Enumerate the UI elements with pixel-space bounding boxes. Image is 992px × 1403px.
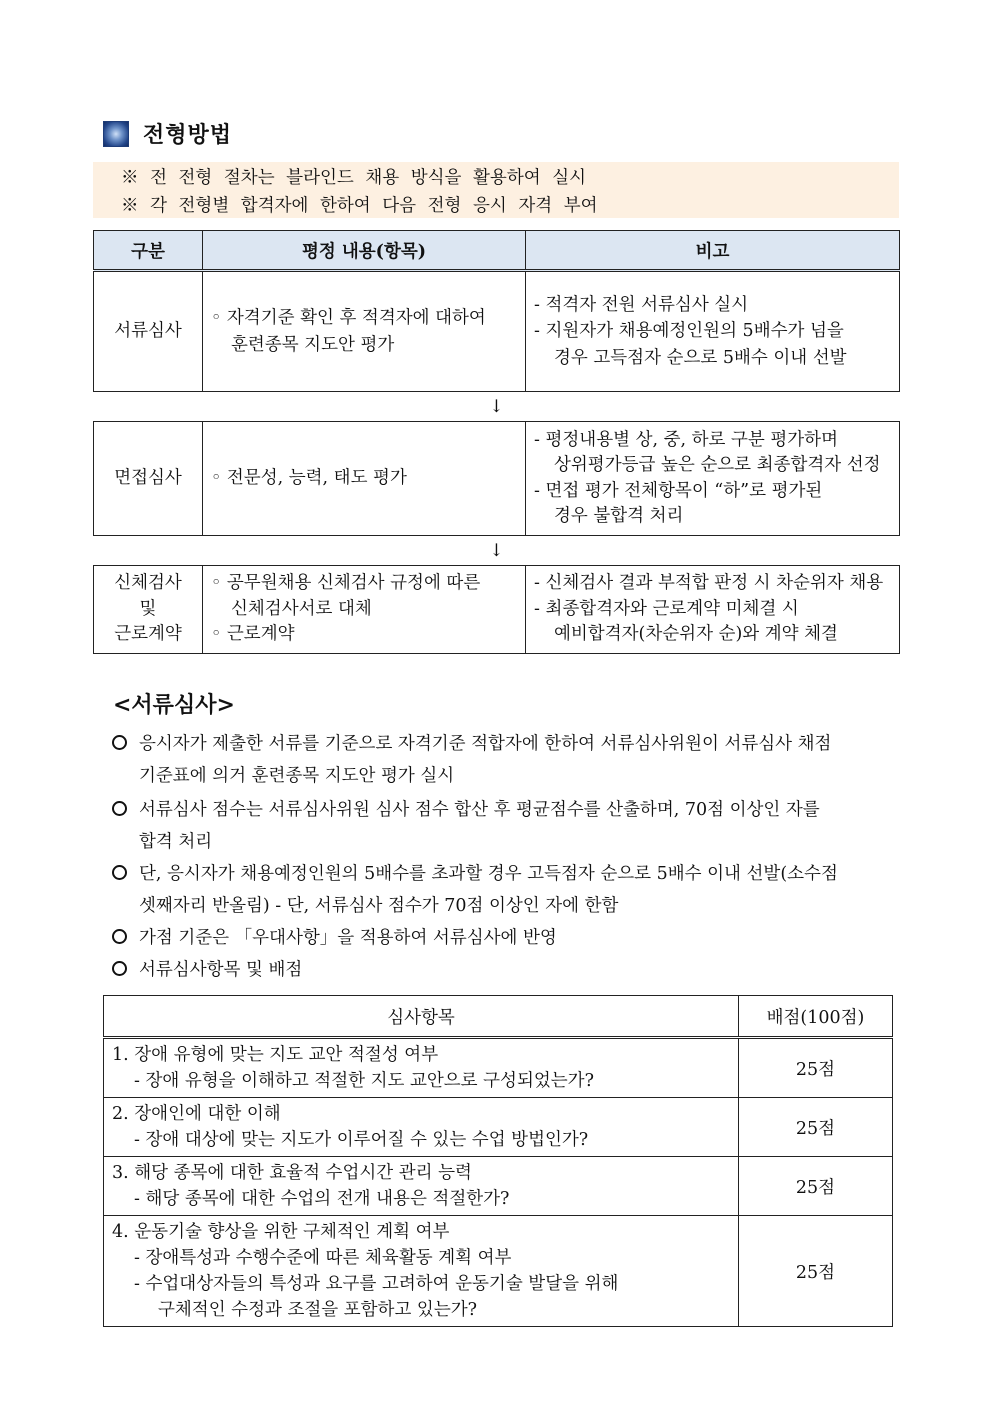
bullet-item: 서류심사 점수는 서류심사위원 심사 점수 합산 후 평균점수를 산출하며, 70점 이상인 자를 합격 처리 (112, 794, 900, 858)
table-row-interview (94, 422, 900, 536)
arrow-row (94, 392, 900, 422)
table-row (104, 1038, 893, 1098)
table-row (104, 1157, 893, 1216)
score-cell: 25점 (739, 1038, 893, 1098)
circle-bullet-icon (112, 929, 127, 944)
header-score: 배점(100점) (739, 996, 893, 1038)
table-row-physical-exam (94, 566, 900, 654)
content-cell: ◦ 공무원채용 신체검사 규정에 따른 신체검사서로 대체 ◦ 근로계약 (203, 566, 526, 654)
item-cell: 2. 장애인에 대한 이해 - 장애 대상에 맞는 지도가 이루어질 수 있는 수업 방법인가? (104, 1098, 739, 1157)
bullet-item: 가점 기준은 「우대사항」을 적용하여 서류심사에 반영 (112, 922, 900, 954)
arrow-row (94, 536, 900, 566)
down-arrow-icon: ↓ (94, 392, 900, 422)
circle-bullet-icon (112, 801, 127, 816)
remarks-cell: - 신체검사 결과 부적합 판정 시 차순위자 채용 - 최종합격자와 근로계약 미체결 시 예비합격자(차순위자 순)와 계약 체결 (526, 566, 900, 654)
square-bullet-icon (103, 121, 129, 147)
header-item: 심사항목 (104, 996, 739, 1038)
category-cell: 서류심사 (94, 271, 203, 392)
score-cell: 25점 (739, 1216, 893, 1327)
header-remarks: 비고 (526, 231, 900, 271)
section-title: 전형방법 (143, 122, 233, 148)
item-cell: 4. 운동기술 향상을 위한 구체적인 계획 여부 - 장애특성과 수행수준에 따른 체육활동 계획 여부 - 수업대상자들의 특성과 요구를 고려하여 운동기술 발달을 위해 구체적인 수정과 조절을 포함하고 있는가? (104, 1216, 739, 1327)
content-cell: ◦ 자격기준 확인 후 적격자에 대하여 훈련종목 지도안 평가 (203, 271, 526, 392)
category-cell: 면접심사 (94, 422, 203, 536)
note-1: ※ 전 전형 절차는 블라인드 채용 방식을 활용하여 실시 (121, 168, 587, 188)
section-title-block (103, 118, 232, 149)
header-category: 구분 (94, 231, 203, 271)
subheading: <서류심사> (113, 692, 235, 718)
category-cell: 신체검사 및 근로계약 (94, 566, 203, 654)
circle-bullet-icon (112, 735, 127, 750)
table-header-row (104, 996, 893, 1038)
document-review-score-table (103, 995, 893, 1327)
bullet-item: 서류심사항목 및 배점 (112, 954, 900, 986)
item-cell: 3. 해당 종목에 대한 효율적 수업시간 관리 능력 - 해당 종목에 대한 수업의 전개 내용은 적절한가? (104, 1157, 739, 1216)
circle-bullet-icon (112, 865, 127, 880)
table-row (104, 1216, 893, 1327)
header-content: 평정 내용(항목) (203, 231, 526, 271)
table-row-document-review (94, 271, 900, 392)
table-header-row (94, 231, 900, 271)
down-arrow-icon: ↓ (94, 536, 900, 566)
score-cell: 25점 (739, 1098, 893, 1157)
bullet-item: 단, 응시자가 채용예정인원의 5배수를 초과할 경우 고득점자 순으로 5배수 이내 선발(소수점 셋째자리 반올림) - 단, 서류심사 점수가 70점 이상인 자에 한함 (112, 858, 900, 922)
circle-bullet-icon (112, 961, 127, 976)
table-row (104, 1098, 893, 1157)
score-cell: 25점 (739, 1157, 893, 1216)
notes-box (93, 162, 899, 218)
remarks-cell: - 평정내용별 상, 중, 하로 구분 평가하며 상위평가등급 높은 순으로 최종합격자 선정 - 면접 평가 전체항목이 “하”로 평가된 경우 불합격 처리 (526, 422, 900, 536)
item-cell: 1. 장애 유형에 맞는 지도 교안 적절성 여부 - 장애 유형을 이해하고 적절한 지도 교안으로 구성되었는가? (104, 1038, 739, 1098)
note-2: ※ 각 전형별 합격자에 한하여 다음 전형 응시 자격 부여 (121, 196, 598, 216)
selection-process-table (93, 230, 900, 654)
content-cell: ◦ 전문성, 능력, 태도 평가 (203, 422, 526, 536)
bullet-item: 응시자가 제출한 서류를 기준으로 자격기준 적합자에 한하여 서류심사위원이 서류심사 채점 기준표에 의거 훈련종목 지도안 평가 실시 (112, 728, 900, 792)
remarks-cell: - 적격자 전원 서류심사 실시 - 지원자가 채용예정인원의 5배수가 넘을 경우 고득점자 순으로 5배수 이내 선발 (526, 271, 900, 392)
